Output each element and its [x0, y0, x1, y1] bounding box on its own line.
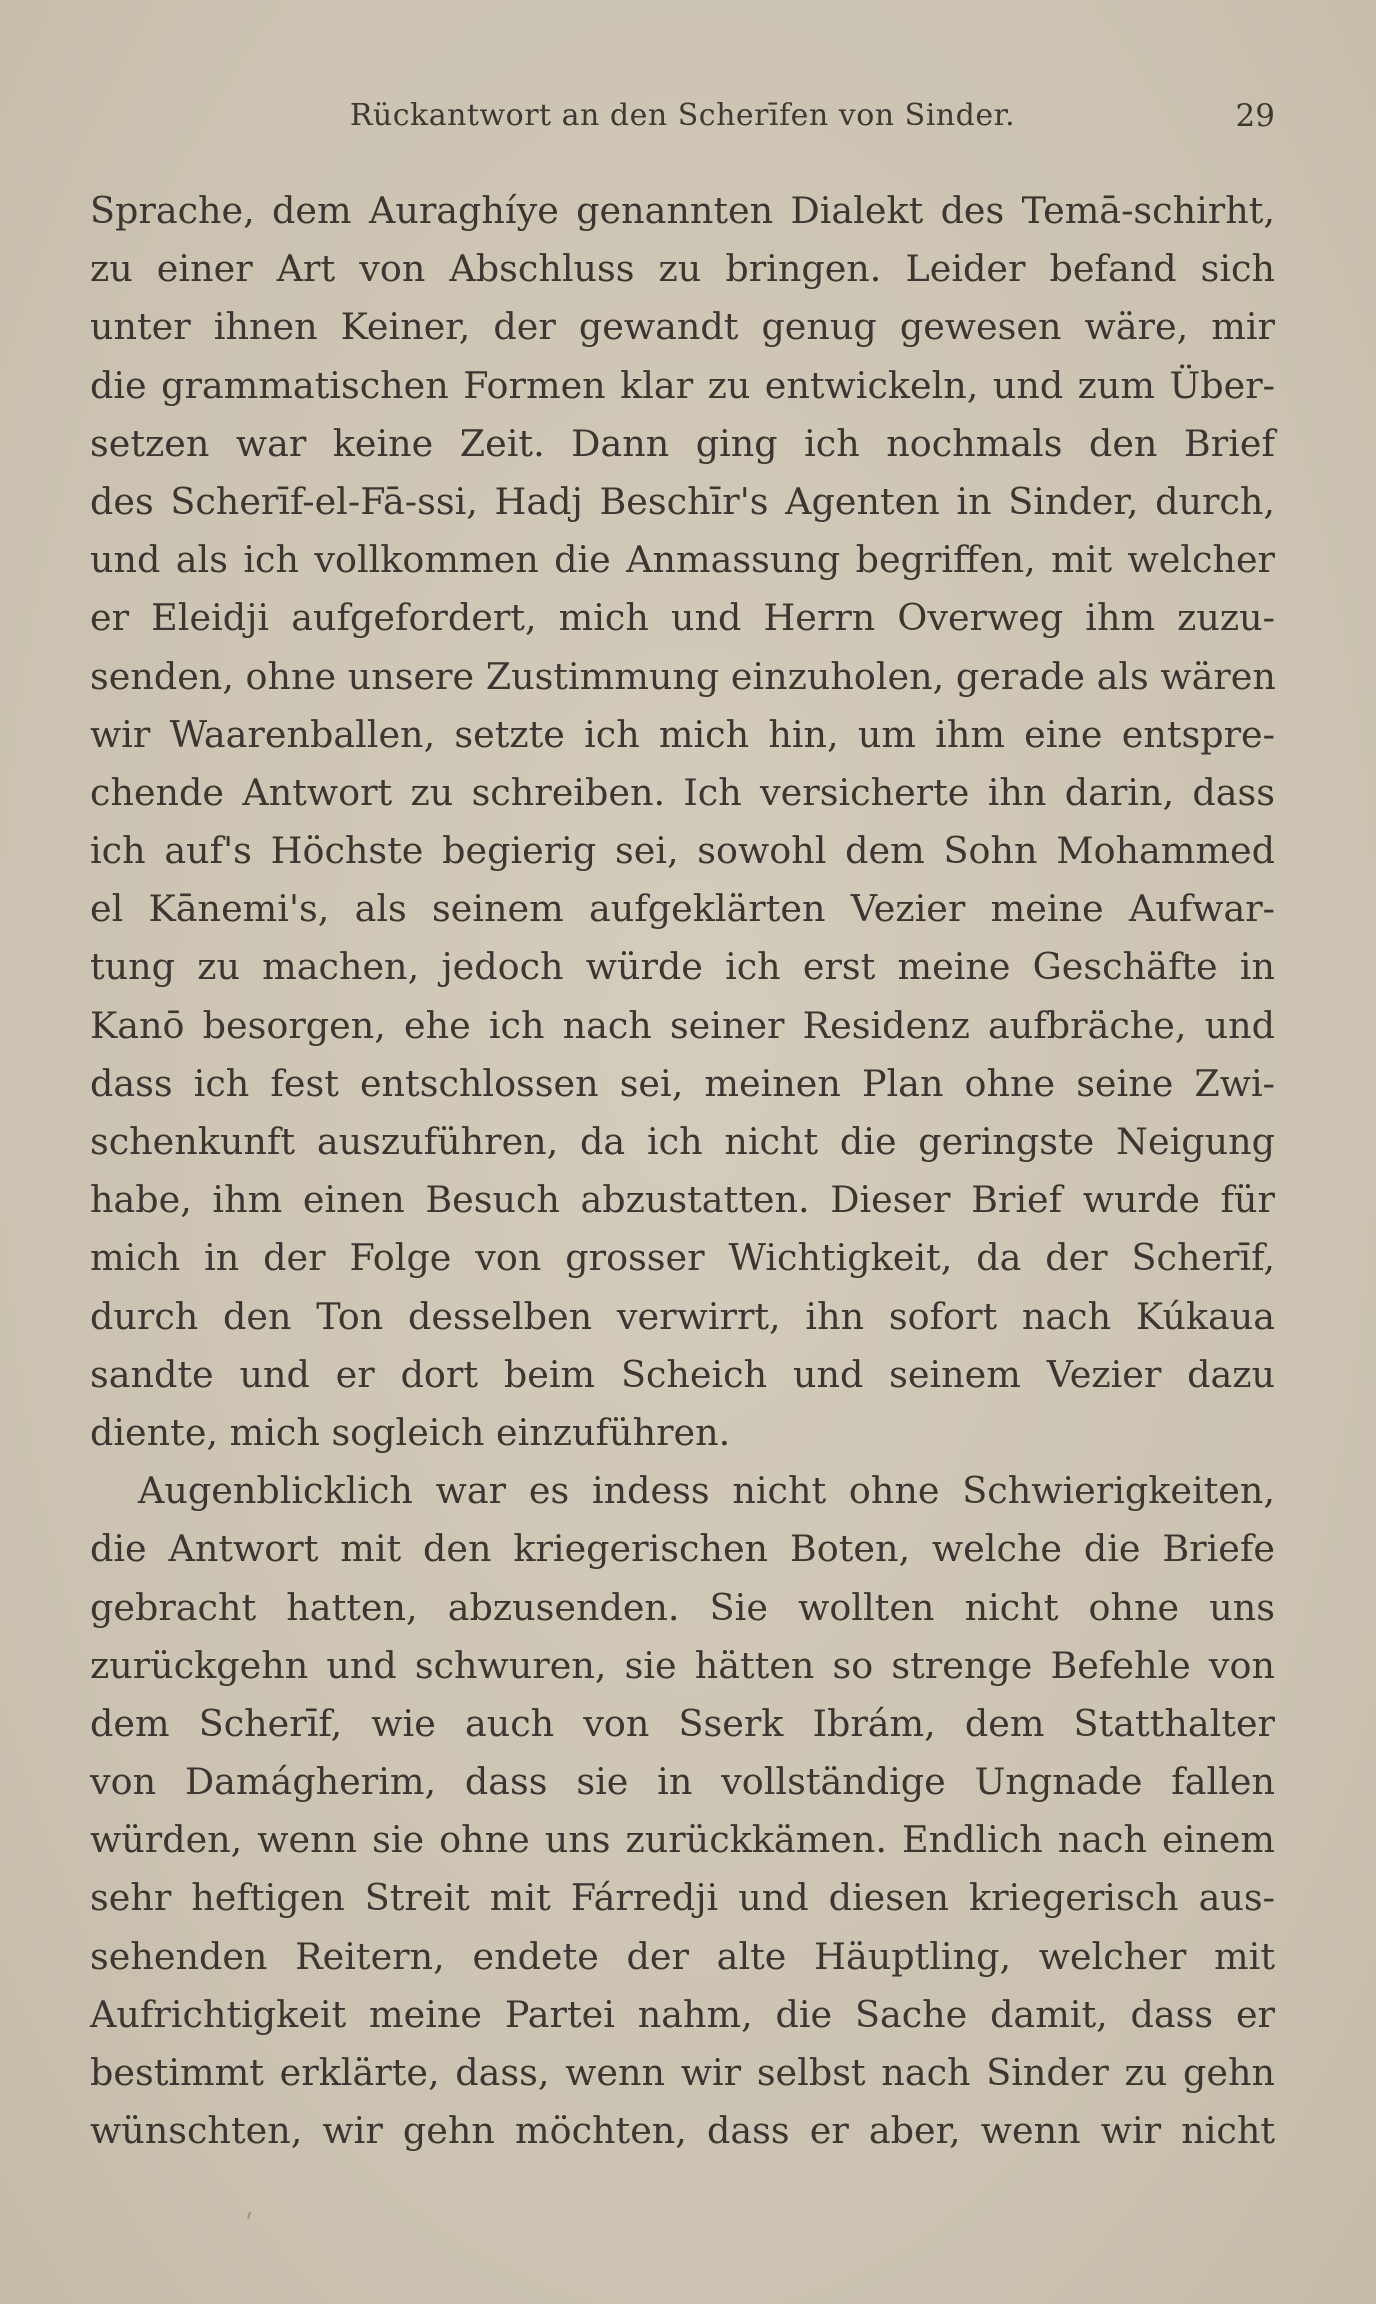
running-head — [90, 98, 1275, 148]
text-line: durch den Ton desselben verwirrt, ihn sofort nach Kúkaua — [90, 1294, 1275, 1338]
text-line: diente, mich sogleich einzuführen. — [90, 1410, 731, 1454]
text-line: unter ihnen Keiner, der gewandt genug gewesen wäre, mir — [90, 305, 1275, 349]
text-line: Sprache, dem Auraghíye genannten Dialekt des Temā-schirht, — [90, 189, 1275, 232]
text-line: setzen war keine Zeit. Dann ging ich nochmals den Brief — [90, 421, 1275, 465]
text-line: mich in der Folge von grosser Wichtigkeit, da der Scherīf, — [90, 1236, 1275, 1280]
text-line: würden, wenn sie ohne uns zurückkämen. Endlich nach einem — [90, 1818, 1275, 1862]
text-line: wir Waarenballen, setzte ich mich hin, um ihm eine entspre- — [90, 712, 1275, 756]
text-line: bestimmt erklärte, dass, wenn wir selbst nach Sinder zu gehn — [90, 2051, 1275, 2094]
text-line: sehenden Reitern, endete der alte Häuptling, welcher mit — [90, 1934, 1275, 1978]
text-line: sandte und er dort beim Scheich und seinem Vezier dazu — [90, 1352, 1275, 1396]
text-line: sehr heftigen Streit mit Fárredji und diesen kriegerisch aus- — [90, 1876, 1275, 1920]
text-line: zurückgehn und schwuren, sie hätten so strenge Befehle von — [90, 1643, 1275, 1687]
text-line: zu einer Art von Abschluss zu bringen. Leider befand sich — [90, 247, 1275, 291]
text-line: schenkunft auszuführen, da ich nicht die geringste Neigung — [90, 1120, 1275, 1163]
text-line: chende Antwort zu schreiben. Ich versicherte ihn darin, dass — [90, 770, 1275, 814]
text-line: gebracht hatten, abzusenden. Sie wollten nicht ohne uns — [90, 1585, 1275, 1629]
text-line: senden, ohne unsere Zustimmung einzuholen, gerade als wären — [90, 654, 1276, 698]
text-line: tung zu machen, jedoch würde ich erst meine Geschäfte in — [90, 945, 1275, 989]
text-line: er Eleidji aufgefordert, mich und Herrn Overweg ihm zuzu- — [90, 596, 1275, 640]
paragraph-2 — [90, 1462, 1275, 2160]
text-line: wünschten, wir gehn möchten, dass er aber, wenn wir nicht — [90, 2109, 1275, 2153]
text-line: dem Scherīf, wie auch von Sserk Ibrám, dem Statthalter — [90, 1701, 1275, 1745]
text-line: und als ich vollkommen die Anmassung begriffen, mit welcher — [90, 538, 1275, 582]
body-text — [90, 182, 1275, 2160]
text-line: Kanō besorgen, ehe ich nach seiner Residenz aufbräche, und — [90, 1003, 1275, 1047]
text-line: des Scherīf-el-Fā-ssi, Hadj Beschīr's Agenten in Sinder, durch, — [90, 479, 1275, 523]
page-number: 29 — [1235, 98, 1275, 134]
text-line: von Damágherim, dass sie in vollständige Ungnade fallen — [90, 1760, 1275, 1804]
text-line: habe, ihm einen Besuch abzustatten. Dieser Brief wurde für — [90, 1178, 1275, 1222]
text-line: Aufrichtigkeit meine Partei nahm, die Sache damit, dass er — [90, 1992, 1275, 2036]
text-line: dass ich fest entschlossen sei, meinen Plan ohne seine Zwi- — [90, 1061, 1275, 1105]
text-line: die grammatischen Formen klar zu entwickeln, und zum Über- — [90, 363, 1275, 407]
paper-speck — [247, 2212, 251, 2219]
text-line: ich auf's Höchste begierig sei, sowohl dem Sohn Mohammed — [90, 829, 1275, 873]
text-line: die Antwort mit den kriegerischen Boten, welche die Briefe — [90, 1527, 1275, 1571]
text-line: el Kānemi's, als seinem aufgeklärten Vezier meine Aufwar- — [90, 887, 1275, 931]
running-title: Rückantwort an den Scherīfen von Sinder. — [349, 98, 1016, 133]
paragraph-1 — [90, 182, 1275, 1462]
text-line: Augenblicklich war es indess nicht ohne Schwierigkeiten, — [138, 1469, 1275, 1513]
